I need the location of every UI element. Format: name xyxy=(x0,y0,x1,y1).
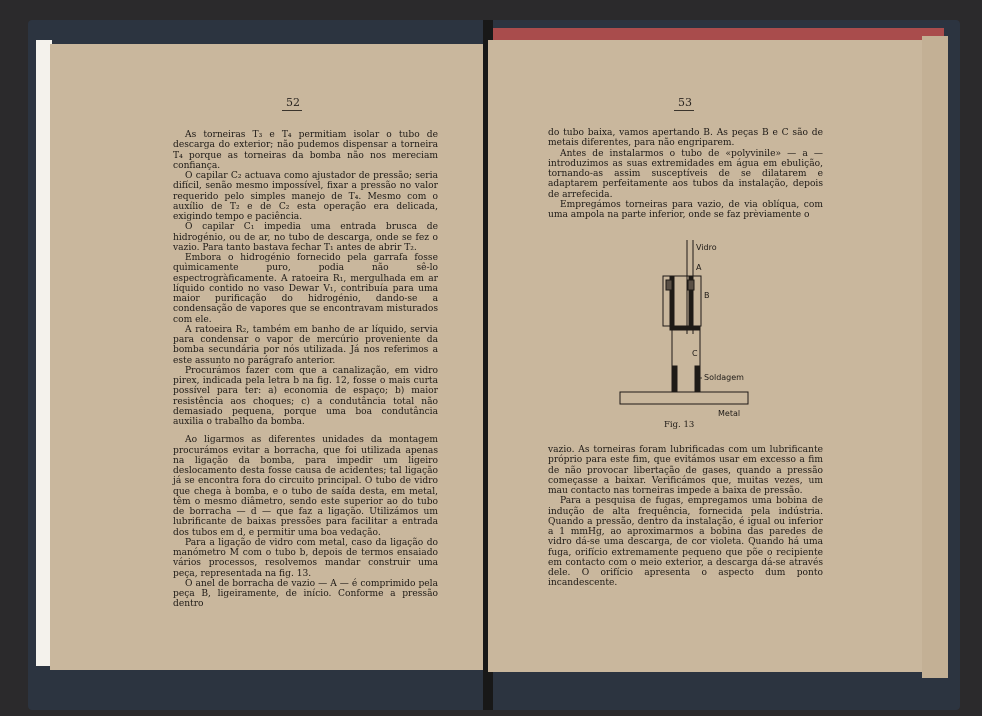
figure-13-diagram xyxy=(608,238,768,422)
right-page-text-top xyxy=(548,128,823,220)
flange xyxy=(670,326,700,330)
right-page xyxy=(488,40,924,672)
page-number: 52 xyxy=(286,96,300,109)
paragraph: Procurámos fazer com que a canalização, em vidro pirex, indicada pela letra b na fig. 12, fosse o mais curta possível para ter: a) economia de espaço; b) maior resistência aos choques; c) a condutância total não demasiado pequena, porque uma boa condutância auxilia o trabalho da bomba. xyxy=(173,365,438,427)
seal-ring-a xyxy=(666,280,694,290)
left-page-text xyxy=(173,130,438,610)
label-b: B xyxy=(704,291,710,300)
paragraph: vazio. As torneiras foram lubrificadas com um lubrificante próprio para este fim, que evitámos usar em excesso a fim de não provocar libertação de gases, quando a pressão começasse a baixar. Verificámos que, muitas vezes, um mau contacto nas torneiras impede a baixa de pressão. xyxy=(548,445,823,496)
label-metal: Metal xyxy=(718,409,741,418)
paragraph: Empregámos torneiras para vazio, de via oblíqua, com uma ampola na parte inferior, onde se faz prèviamente o xyxy=(548,199,823,220)
left-page xyxy=(50,44,486,670)
red-top-edge xyxy=(492,28,944,40)
paragraph: Ao ligarmos as diferentes unidades da montagem procurámos evitar a borracha, que foi utilizada apenas na ligação da bomba, para impedir um ligeiro deslocamento desta fosse causa de acidentes; tal ligação já se encontra fora do circuito principal. O tubo de vidro que chega à bomba, e o tubo de saída desta, em metal, têm o mesmo diâmetro, sendo este superior ao do tubo de borracha — d — que faz a ligação. Utilizámos um lubrificante de baixas pressões para facilitar a entrada dos tubos em d, e permitir uma boa vedação. xyxy=(173,435,438,538)
solder-joint-left xyxy=(672,366,677,392)
page-number-rule xyxy=(674,110,694,111)
page-number: 53 xyxy=(678,96,692,109)
label-glass: Vidro xyxy=(696,243,717,252)
paragraph: As torneiras T₃ e T₄ permitiam isolar o tubo de descarga do exterior; não pudemos dispensar a torneira T₄ porque as torneiras da bomba não nos mereciam confiança. xyxy=(173,130,438,171)
label-a: A xyxy=(696,263,702,272)
metal-base xyxy=(620,392,748,404)
paragraph: do tubo baixa, vamos apertando B. As peças B e C são de metais diferentes, para não engriparem. xyxy=(548,128,823,149)
solder-joint-right xyxy=(695,366,700,392)
paragraph: O capilar C₁ impedia uma entrada brusca de hidrogénio, ou de ar, no tubo de descarga, onde se fez o vazio. Para tanto bastava fechar T₁ antes de abrir T₂. xyxy=(173,222,438,253)
figure-caption: Fig. 13 xyxy=(664,420,695,430)
paragraph: Embora o hidrogénio fornecido pela garrafa fosse quìmicamente puro, podia não sê-lo espectrogràficamente. A ratoeira R₁, mergulhada em ar líquido contido no vaso Dewar V₁, contribuía para uma maior purificação do hidrogénio, dando-se a condensação de vapores que se encontravam misturados com ele. xyxy=(173,253,438,325)
paragraph: Para a pesquisa de fugas, empregamos uma bobina de indução de alta frequência, fornecida pela indústria. Quando a pressão, dentro da instalação, é igual ou inferior a 1 mmHg, ao aproximarmos a bobina das paredes de vidro dá-se uma descarga, de cor violeta. Quando há uma fuga, orifício extremamente pequeno que põe o recipiente em contacto com o meio exterior, a descarga dá-se através dele. O orifício apresenta o aspecto dum ponto incandescente. xyxy=(548,496,823,589)
right-page-text-bottom xyxy=(548,445,823,589)
page-number-rule xyxy=(282,110,302,111)
paragraph: Para a ligação de vidro com metal, caso da ligação do manómetro M com o tubo b, depois de termos ensaiado vários processos, resolvemos mandar construir uma peça, representada na fig. 13. xyxy=(173,537,438,579)
paragraph: O capilar C₂ actuava como ajustador de pressão; seria difícil, senão mesmo impossível, fixar a pressão no valor requerido pelo simples manejo de T₄. Mesmo com o auxílio de T₂ e de C₂ esta operação era delicada, exigindo tempo e paciência. xyxy=(173,171,438,222)
paragraph: Antes de instalarmos o tubo de «polyvinile» — a — introduzimos as suas extremidades em água em ebulição, tornando-as assim susceptíveis de se dilatarem e adaptarem perfeitamente aos tubos da instalação, depois de arrefecida. xyxy=(548,148,823,200)
paragraph: A ratoeira R₂, também em banho de ar líquido, servia para condensar o vapor de mercúrio proveniente da bomba secundária por nós utilizada. Já nos referimos a este assunto no parágrafo anterior. xyxy=(173,324,438,366)
paragraph: O anel de borracha de vazio — A — é comprimido pela peça B, ligeiramente, de início. Conforme a pressão dentro xyxy=(173,578,438,610)
label-c: C xyxy=(692,349,698,358)
label-solder: Soldagem xyxy=(704,373,744,382)
right-page-edge xyxy=(922,36,948,678)
